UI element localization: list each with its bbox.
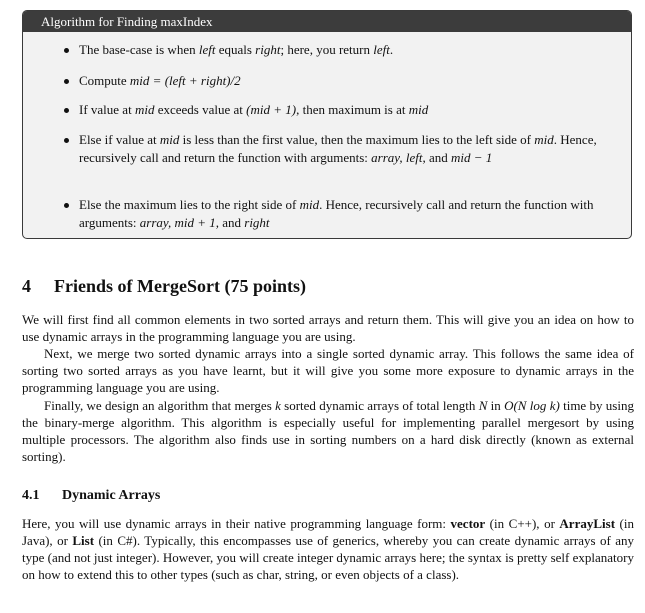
algorithm-step: The base-case is when left equals right; here, you return left. (79, 41, 632, 59)
paragraph: We will first find all common elements in two sorted arrays and return them. This will give you an idea on how to use dynamic arrays in the programming language you are using. (22, 312, 634, 344)
subsection-number: 4.1 (22, 488, 40, 503)
section-number: 4 (22, 276, 31, 296)
algorithm-step: Compute mid = (left + right)/2 (79, 72, 632, 90)
algorithm-step: Else the maximum lies to the right side of mid. Hence, recursively call and return the function with arguments: array, mid + 1, and right (79, 196, 632, 232)
bullet-icon (64, 138, 69, 143)
subsection-title: Dynamic Arrays (62, 488, 161, 503)
algorithm-box-title: Algorithm for Finding maxIndex (23, 11, 631, 32)
algorithm-step: If value at mid exceeds value at (mid + 1), then maximum is at mid (79, 101, 632, 119)
bullet-icon (64, 108, 69, 113)
section-heading (22, 275, 306, 297)
algorithm-step: Else if value at mid is less than the first value, then the maximum lies to the left side of mid. Hence, recursively call and return the function with arguments: array, left, and mid − 1 (79, 131, 632, 167)
section-title: Friends of MergeSort (75 points) (54, 276, 306, 296)
paragraph: Here, you will use dynamic arrays in their native programming language form: vector (in C++), or ArrayList (in Java), or List (in C#). Typically, this encompasses use of generics, whereby you can create dynamic arrays of any type (and not just integer). However, you will create integer dynamic arrays here; the syntax is pretty self explanatory on how to extend this to other types (such as char, string, or even objects of a class). (22, 516, 634, 582)
algorithm-box (22, 10, 632, 239)
paragraph: Finally, we design an algorithm that merges k sorted dynamic arrays of total length N in O(N log k) time by using the binary-merge algorithm. This algorithm is especially useful for implementing parallel mergesort by using multiple processors. The algorithm also finds use in sorting numbers on a hard disk directly (known as external sorting). (22, 398, 634, 464)
paragraph: Next, we merge two sorted dynamic arrays into a single sorted dynamic array. This follows the same idea of sorting two sorted arrays as you have learnt, but it will give you some more exposure to dynamic arrays in the programming language you are using. (22, 346, 634, 395)
bullet-icon (64, 203, 69, 208)
bullet-icon (64, 79, 69, 84)
bullet-icon (64, 48, 69, 53)
subsection-heading (22, 487, 160, 505)
